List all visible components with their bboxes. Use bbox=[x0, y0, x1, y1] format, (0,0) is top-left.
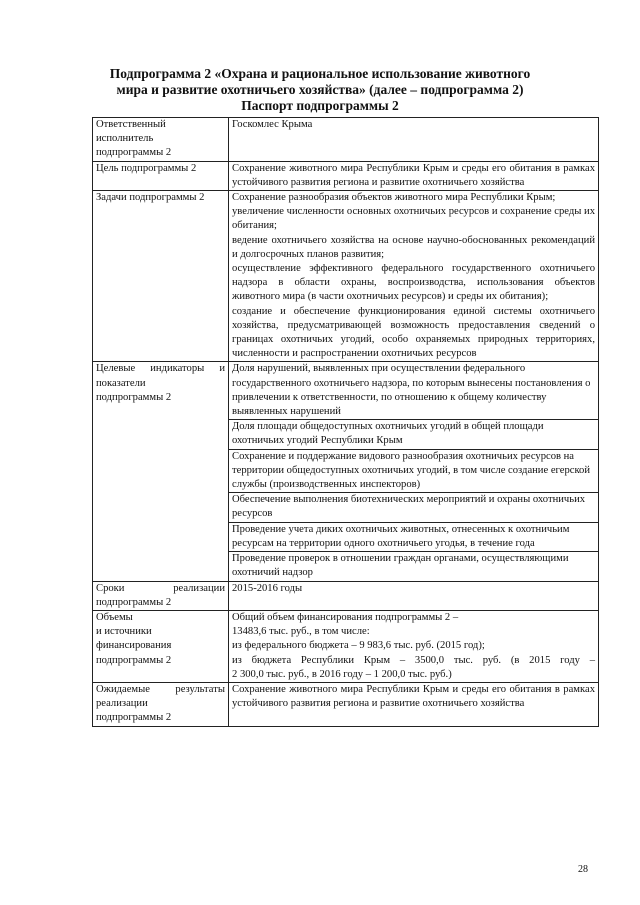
indicator-item: Обеспечение выполнения биотехнических мероприятий и охраны охотничьих ресурсов bbox=[229, 493, 599, 522]
value-tasks bbox=[229, 191, 599, 362]
label-responsible bbox=[93, 118, 229, 162]
label-line: исполнитель bbox=[96, 133, 154, 145]
passport-table bbox=[92, 117, 599, 727]
table-row-tasks bbox=[93, 191, 599, 362]
table-row-indicators bbox=[93, 362, 599, 420]
page-title bbox=[70, 66, 570, 114]
page-number: 28 bbox=[578, 864, 588, 875]
label-tasks: Задачи подпрограммы 2 bbox=[93, 191, 229, 362]
label-line: подпрограммы 2 bbox=[96, 712, 172, 724]
table-row-funding bbox=[93, 610, 599, 682]
label-indicators bbox=[93, 362, 229, 581]
title-line-2: мира и развитие охотничьего хозяйства» (далее – подпрограмма 2) bbox=[116, 82, 524, 97]
indicator-item: Доля площади общедоступных охотничьих угодий в общей площади охотничьих угодий Республики Крым bbox=[229, 420, 599, 449]
label-line: финансирования bbox=[96, 640, 172, 652]
indicator-item: Сохранение и поддержание видового разнообразия охотничьих ресурсов на территории общедоступных охотничьих угодий, в том числе создание егерской службы (производственных инспекторов) bbox=[229, 449, 599, 493]
indicator-item: Проведение учета диких охотничьих животных, отнесенных к охотничьим ресурсам на территории одного охотничьего угодья, в течение года bbox=[229, 522, 599, 551]
label-line: Объемы bbox=[96, 611, 133, 623]
task-item: ведение охотничьего хозяйства на основе научно-обоснованных рекомендаций и долгосрочных планов развития; bbox=[232, 234, 595, 260]
value-responsible: Госкомлес Крыма bbox=[229, 118, 599, 162]
label-line: Сроки реализации bbox=[96, 582, 225, 594]
funding-line: Общий объем финансирования подпрограммы 2 – bbox=[232, 611, 459, 623]
table-row-terms bbox=[93, 581, 599, 610]
label-terms bbox=[93, 581, 229, 610]
value-results: Сохранение животного мира Республики Крым и среды его обитания в рамках устойчивого развития региона и развитие охотничьего хозяйства bbox=[229, 682, 599, 726]
funding-line: из федерального бюджета – 9 983,6 тыс. руб. (2015 год); bbox=[232, 640, 485, 652]
label-line: подпрограммы 2 bbox=[96, 391, 172, 403]
label-line: реализации bbox=[96, 698, 148, 710]
task-item: осуществление эффективного федерального государственного охотничьего надзора в области охраны, воспроизводства, использования объектов животного мира (в части охотничьих ресурсов) и среды их обитания); bbox=[232, 263, 595, 303]
funding-line: 2 300,0 тыс. руб., в 2016 году – 1 200,0 тыс. руб.) bbox=[232, 668, 452, 680]
label-line: и источники bbox=[96, 626, 152, 638]
table-row-responsible bbox=[93, 118, 599, 162]
label-funding bbox=[93, 610, 229, 682]
label-line: показатели bbox=[96, 377, 146, 389]
value-terms: 2015-2016 годы bbox=[229, 581, 599, 610]
task-item: Сохранение разнообразия объектов животного мира Республики Крым; bbox=[232, 192, 556, 204]
label-results bbox=[93, 682, 229, 726]
funding-line: 13483,6 тыс. руб., в том числе: bbox=[232, 626, 370, 638]
table-row-goal bbox=[93, 161, 599, 190]
task-item: создание и обеспечение функционирования единой системы охотничьего хозяйства, предусматривающей возможность предоставления сведений о границах охотничьих угодий, особо охраняемых природных территориях, численности и распространении охотничьих ресурсов bbox=[232, 305, 595, 360]
task-item: увеличение численности основных охотничьих ресурсов и сохранение среды их обитания; bbox=[232, 206, 595, 232]
label-line: Ожидаемые результаты bbox=[96, 683, 225, 695]
label-line: подпрограммы 2 bbox=[96, 147, 172, 159]
table-row-results bbox=[93, 682, 599, 726]
label-line: подпрограммы 2 bbox=[96, 654, 172, 666]
label-line: Ответственный bbox=[96, 119, 166, 130]
value-funding bbox=[229, 610, 599, 682]
funding-line: из бюджета Республики Крым – 3500,0 тыс. руб. (в 2015 году – bbox=[232, 654, 595, 666]
label-line: подпрограммы 2 bbox=[96, 596, 172, 608]
indicator-item: Проведение проверок в отношении граждан органами, осуществляющими охотничий надзор bbox=[229, 552, 599, 581]
value-goal: Сохранение животного мира Республики Крым и среды его обитания в рамках устойчивого развития региона и развитие охотничьего хозяйства bbox=[229, 161, 599, 190]
label-line: Целевые индикаторы и bbox=[96, 363, 225, 375]
indicator-item: Доля нарушений, выявленных при осуществлении федерального государственного охотничьего надзора, по которым вынесены постановления о привлечении к ответственности, по отношению к общему количеству выявленных нарушений bbox=[229, 362, 599, 420]
title-line-1: Подпрограмма 2 «Охрана и рациональное использование животного bbox=[109, 66, 531, 81]
label-goal: Цель подпрограммы 2 bbox=[93, 161, 229, 190]
title-line-3: Паспорт подпрограммы 2 bbox=[241, 98, 399, 113]
